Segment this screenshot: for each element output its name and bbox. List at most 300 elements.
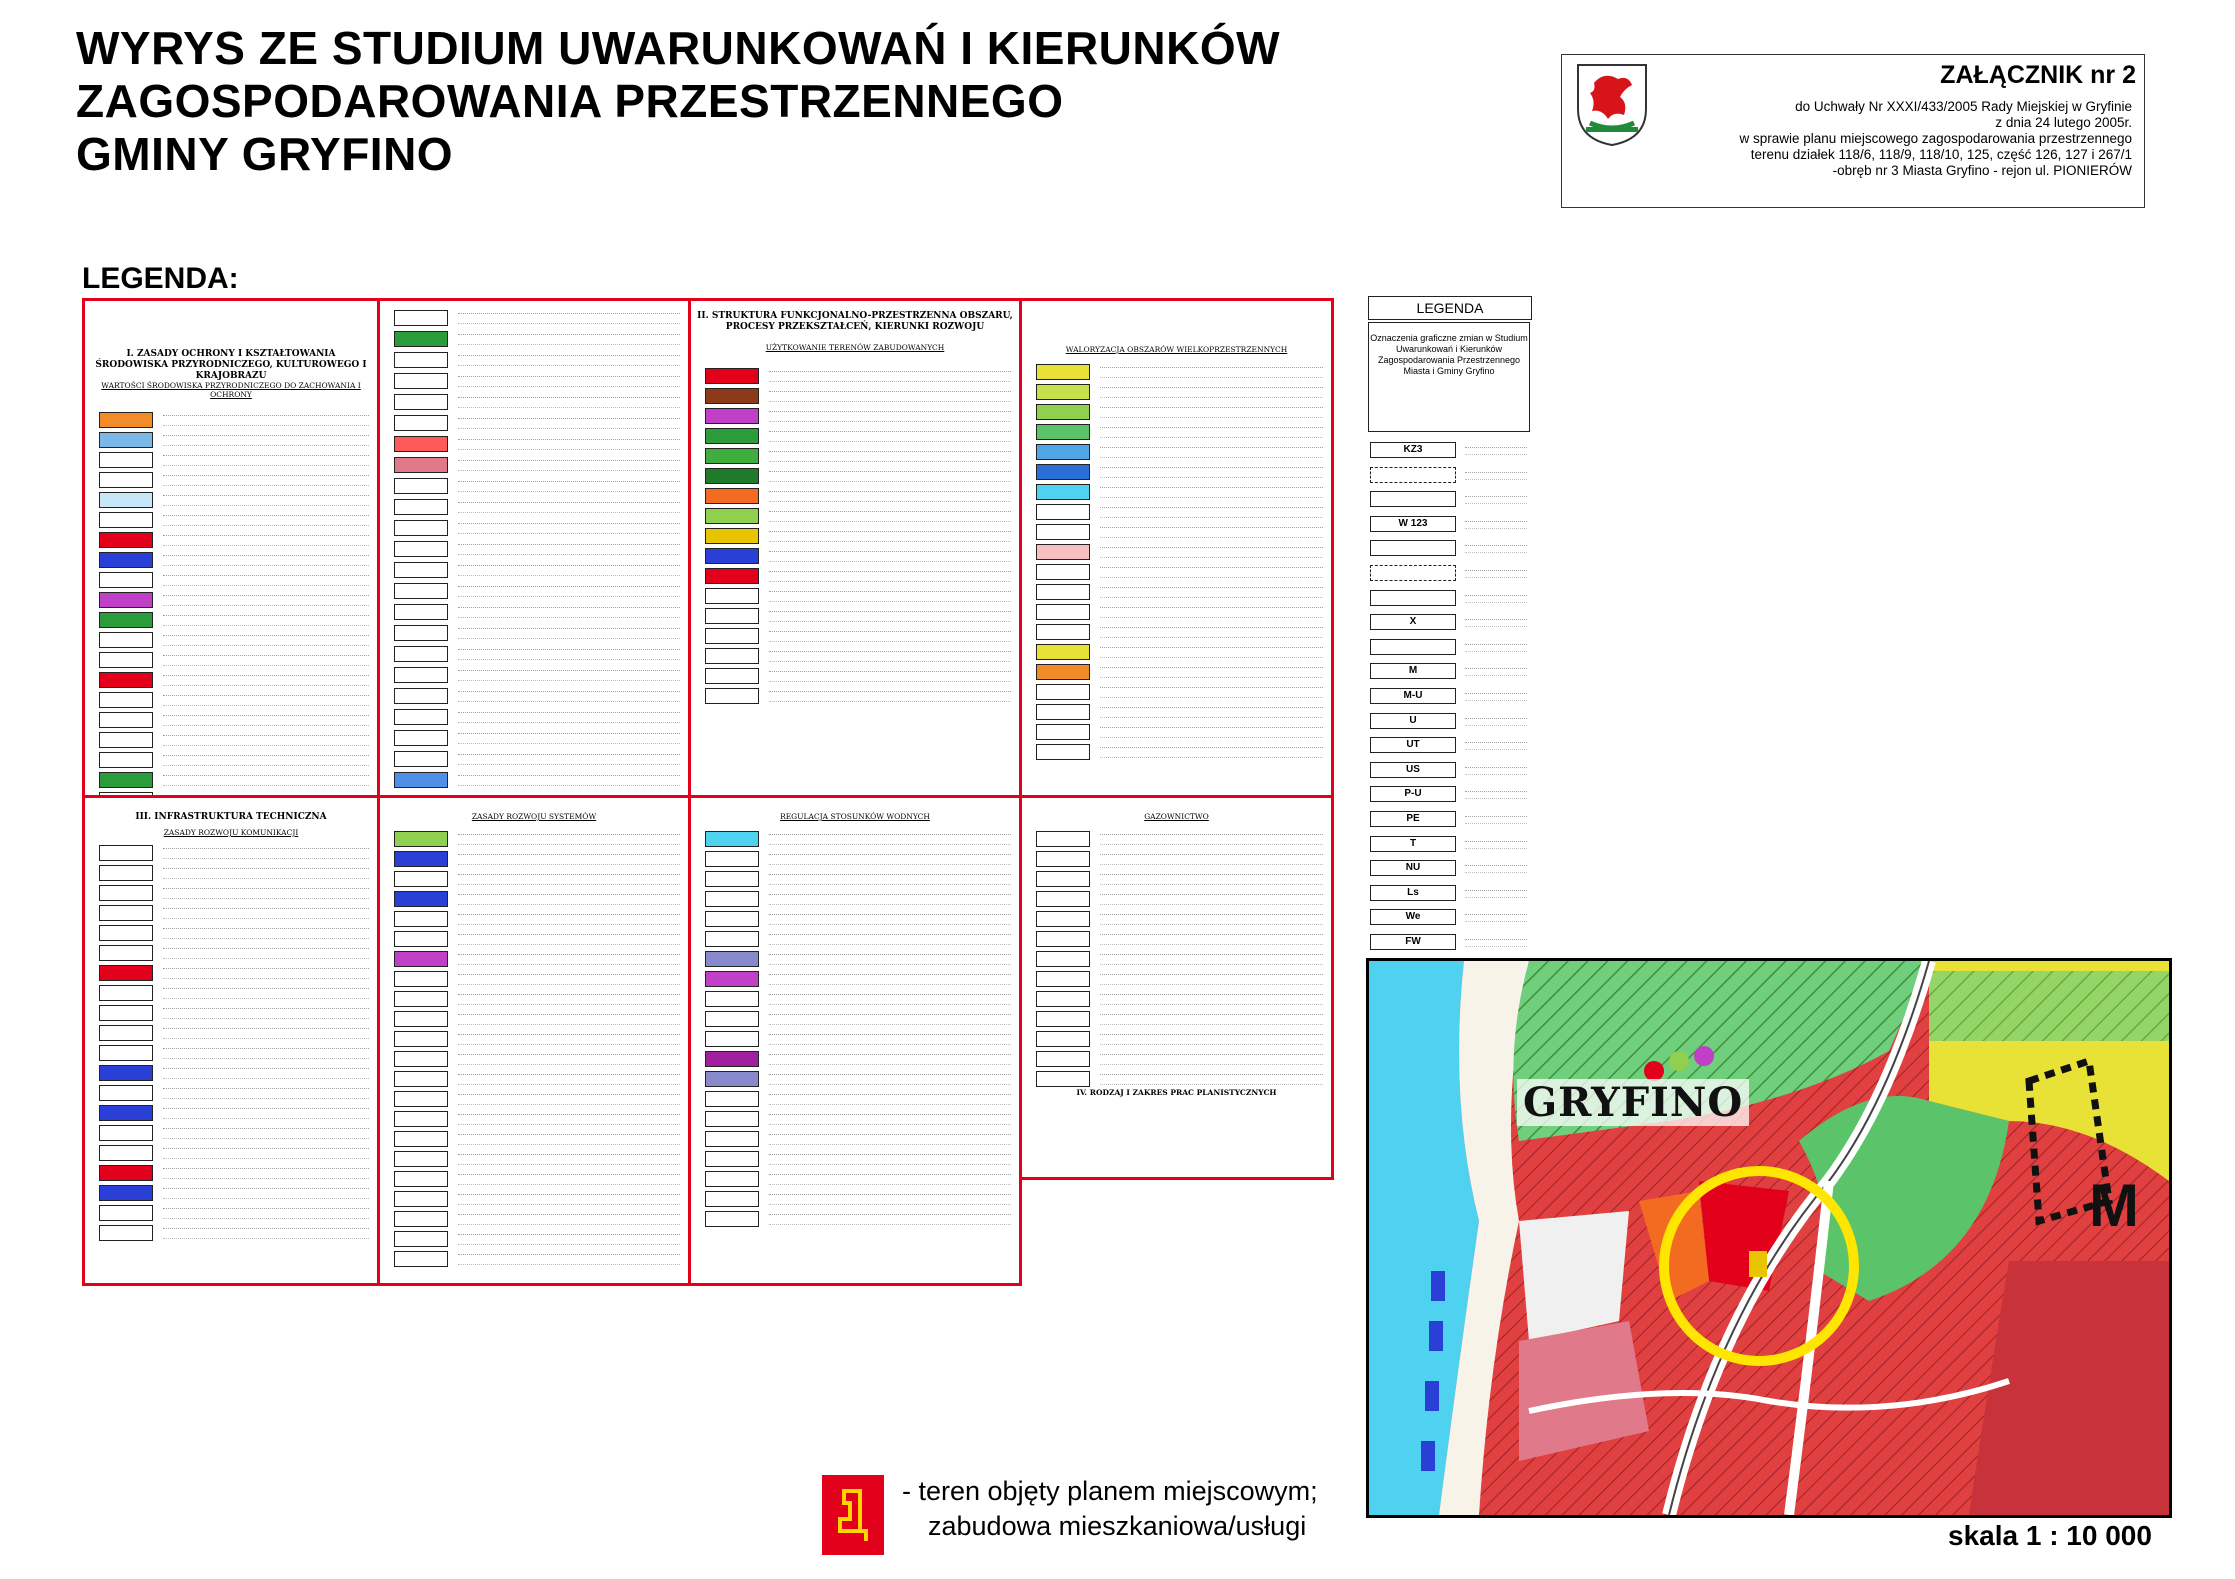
side-legend-entry-text: [1465, 693, 1527, 701]
legend-entry: [394, 666, 680, 684]
legend-entry-text: [163, 968, 369, 979]
legend-entry: [1036, 723, 1323, 741]
legend-entry: [394, 435, 680, 453]
annex-line-5: -obręb nr 3 Miasta Gryfino - rejon ul. PIONIERÓW: [1832, 163, 2132, 178]
legend-entry: [99, 671, 369, 689]
legend-entry: [1036, 1050, 1323, 1068]
legend-entry: [99, 651, 369, 669]
legend-entry: [394, 330, 680, 348]
legend-swatch: [394, 1111, 448, 1127]
legend-entry-text: [458, 691, 680, 702]
legend-swatch: [99, 965, 153, 981]
legend-swatch: [394, 604, 448, 620]
side-legend-entry-text: [1465, 521, 1527, 529]
legend-panel-5: [82, 795, 380, 1286]
legend-swatch: [394, 1191, 448, 1207]
legend-entry-text: [458, 894, 680, 905]
side-legend-entry: [1370, 713, 1530, 731]
legend-entry: [705, 970, 1011, 988]
legend-entry: [394, 372, 680, 390]
side-legend: [1368, 296, 1536, 947]
side-legend-entry-text: [1465, 545, 1527, 553]
legend-panel-1: [82, 298, 380, 798]
legend-swatch: [705, 831, 759, 847]
legend-swatch: [705, 368, 759, 384]
legend-swatch: [394, 931, 448, 947]
legend-swatch: [99, 632, 153, 648]
legend-swatch: [394, 1051, 448, 1067]
legend-swatch: [99, 652, 153, 668]
legend-swatch: [705, 588, 759, 604]
legend-entry: [394, 1230, 680, 1248]
legend-entry-text: [769, 531, 1011, 542]
legend-entry: [705, 1070, 1011, 1088]
legend-entry-text: [769, 994, 1011, 1005]
legend-entry-text: [163, 988, 369, 999]
panel-8-title-2: IV. RODZAJ I ZAKRES PRAC PLANISTYCZNYCH: [1076, 1088, 1277, 1097]
legend-entry-text: [163, 1048, 369, 1059]
legend-swatch: [1036, 704, 1090, 720]
legend-entry: [1036, 870, 1323, 888]
legend-entry: [394, 519, 680, 537]
panel-1-subtitle: WARTOŚCI ŚRODOWISKA PRZYRODNICZEGO DO ZACHOWANIA I OCHRONY: [101, 381, 361, 399]
legend-entry-text: [163, 555, 369, 566]
legend-swatch: [99, 1025, 153, 1041]
legend-swatch: [705, 388, 759, 404]
legend-swatch: [394, 436, 448, 452]
side-legend-symbol: [1370, 639, 1456, 655]
legend-entry: [394, 850, 680, 868]
legend-swatch: [1036, 464, 1090, 480]
legend-entry-text: [458, 502, 680, 513]
legend-entry-text: [163, 1208, 369, 1219]
map-graphic: [1369, 961, 2169, 1515]
legend-entry-text: [769, 371, 1011, 382]
legend-entry-text: [769, 491, 1011, 502]
legend-entry-text: [163, 1068, 369, 1079]
title-line-1: WYRYS ZE STUDIUM UWARUNKOWAŃ I KIERUNKÓW: [76, 22, 1281, 74]
legend-swatch: [1036, 951, 1090, 967]
legend-swatch: [1036, 364, 1090, 380]
legend-entry: [705, 667, 1011, 685]
legend-label: LEGENDA:: [82, 262, 239, 295]
legend-entry: [705, 1190, 1011, 1208]
side-legend-entry: [1370, 639, 1530, 657]
legend-swatch: [1036, 931, 1090, 947]
legend-entry-text: [163, 475, 369, 486]
legend-swatch: [705, 408, 759, 424]
legend-entry-text: [458, 334, 680, 345]
legend-swatch: [394, 1071, 448, 1087]
legend-entry-text: [163, 415, 369, 426]
legend-entry-text: [1100, 367, 1323, 378]
legend-swatch: [99, 845, 153, 861]
legend-entry-text: [458, 974, 680, 985]
legend-entry: [705, 910, 1011, 928]
legend-entry-text: [769, 1194, 1011, 1205]
legend-swatch: [394, 646, 448, 662]
legend-swatch: [705, 548, 759, 564]
legend-swatch: [1036, 404, 1090, 420]
legend-entry: [394, 561, 680, 579]
legend-swatch: [99, 1005, 153, 1021]
side-legend-entry: [1370, 663, 1530, 681]
legend-entry: [705, 527, 1011, 545]
legend-entry-text: [458, 481, 680, 492]
legend-entry-text: [769, 651, 1011, 662]
panel-7-subtitle: REGULACJA STOSUNKÓW WODNYCH: [780, 812, 930, 821]
legend-entry: [1036, 890, 1323, 908]
side-legend-entry-text: [1465, 619, 1527, 627]
legend-entry-text: [769, 431, 1011, 442]
legend-entry: [705, 427, 1011, 445]
title-line-2: ZAGOSPODAROWANIA PRZESTRZENNEGO: [76, 75, 1064, 127]
legend-entry: [705, 607, 1011, 625]
side-legend-entry-text: [1465, 865, 1527, 873]
legend-swatch: [1036, 911, 1090, 927]
legend-swatch: [705, 931, 759, 947]
legend-entry-text: [163, 1188, 369, 1199]
legend-entry: [99, 904, 369, 922]
panel-1-title: I. ZASADY OCHRONY I KSZTAŁTOWANIA ŚRODOWISKA PRZYRODNICZEGO, KULTUROWEGO I KRAJOBRAZU: [95, 349, 367, 381]
legend-swatch: [394, 951, 448, 967]
legend-entry-text: [1100, 387, 1323, 398]
legend-swatch: [1036, 891, 1090, 907]
side-legend-symbol: [1370, 467, 1456, 483]
legend-entry-text: [458, 1014, 680, 1025]
legend-entry: [99, 431, 369, 449]
legend-entry-text: [769, 571, 1011, 582]
legend-swatch: [99, 885, 153, 901]
legend-swatch: [394, 457, 448, 473]
legend-entry: [394, 1070, 680, 1088]
legend-entry: [394, 1130, 680, 1148]
legend-entry-text: [163, 888, 369, 899]
legend-entry: [1036, 483, 1323, 501]
side-legend-symbol: W 123: [1370, 516, 1456, 532]
legend-panel-4: [1019, 298, 1334, 798]
legend-entry: [99, 571, 369, 589]
legend-entry: [1036, 910, 1323, 928]
legend-entry-text: [1100, 894, 1323, 905]
legend-entry: [394, 910, 680, 928]
side-legend-symbol: [1370, 540, 1456, 556]
legend-swatch: [99, 712, 153, 728]
legend-entry: [705, 1110, 1011, 1128]
side-legend-entry-text: [1465, 841, 1527, 849]
legend-entry: [99, 1004, 369, 1022]
legend-swatch: [394, 667, 448, 683]
legend-entry: [1036, 603, 1323, 621]
side-legend-entry-text: [1465, 767, 1527, 775]
legend-entry: [99, 1124, 369, 1142]
legend-entry-text: [163, 1228, 369, 1239]
legend-entry-text: [1100, 874, 1323, 885]
legend-entry: [394, 603, 680, 621]
side-legend-entry-text: [1465, 595, 1527, 603]
side-legend-entry: [1370, 934, 1530, 952]
side-legend-entry-text: [1465, 816, 1527, 824]
legend-entry: [1036, 623, 1323, 641]
legend-swatch: [394, 625, 448, 641]
legend-swatch: [1036, 544, 1090, 560]
legend-swatch: [1036, 971, 1090, 987]
legend-entry: [99, 611, 369, 629]
side-legend-symbol: NU: [1370, 860, 1456, 876]
legend-swatch: [705, 871, 759, 887]
legend-swatch: [99, 512, 153, 528]
legend-entry-text: [163, 1148, 369, 1159]
legend-swatch: [99, 492, 153, 508]
legend-swatch: [394, 562, 448, 578]
legend-swatch: [99, 552, 153, 568]
legend-entry-text: [163, 868, 369, 879]
legend-entry-text: [769, 391, 1011, 402]
legend-entry-text: [163, 675, 369, 686]
side-legend-symbol: M: [1370, 663, 1456, 679]
legend-swatch: [394, 1251, 448, 1267]
key-line-1: - teren objęty planem miejscowym;: [902, 1476, 1318, 1506]
legend-swatch: [99, 752, 153, 768]
legend-entry: [99, 631, 369, 649]
legend-swatch: [705, 851, 759, 867]
side-legend-symbol: [1370, 565, 1456, 581]
legend-entry-text: [458, 712, 680, 723]
legend-entry-text: [458, 628, 680, 639]
legend-entry: [99, 591, 369, 609]
legend-entry-text: [1100, 687, 1323, 698]
legend-entry-text: [163, 455, 369, 466]
side-legend-entry: [1370, 590, 1530, 608]
legend-swatch: [99, 945, 153, 961]
legend-entry: [99, 531, 369, 549]
legend-entry-text: [1100, 567, 1323, 578]
legend-entry: [394, 477, 680, 495]
legend-entry: [705, 1050, 1011, 1068]
legend-swatch: [394, 831, 448, 847]
legend-swatch: [705, 508, 759, 524]
legend-entry-text: [769, 1134, 1011, 1145]
legend-entry: [394, 351, 680, 369]
legend-entry-text: [769, 671, 1011, 682]
legend-swatch: [99, 1225, 153, 1241]
legend-entry-text: [458, 1094, 680, 1105]
legend-entry-text: [458, 775, 680, 786]
legend-entry-text: [163, 1108, 369, 1119]
legend-swatch: [705, 1031, 759, 1047]
legend-swatch: [394, 331, 448, 347]
legend-entry: [394, 870, 680, 888]
legend-swatch: [394, 1131, 448, 1147]
panel-4-subtitle: WALORYZACJA OBSZARÓW WIELKOPRZESTRZENNYCH: [1065, 345, 1288, 354]
legend-entry: [99, 1104, 369, 1122]
legend-entry: [99, 411, 369, 429]
legend-entry-text: [458, 670, 680, 681]
legend-swatch: [705, 648, 759, 664]
legend-entry-text: [458, 1194, 680, 1205]
legend-entry-text: [458, 854, 680, 865]
legend-entry-text: [769, 551, 1011, 562]
legend-swatch: [394, 1011, 448, 1027]
legend-entry-text: [163, 495, 369, 506]
legend-entry-text: [163, 848, 369, 859]
legend-entry: [394, 890, 680, 908]
legend-entry: [1036, 850, 1323, 868]
legend-entry-text: [1100, 407, 1323, 418]
legend-entry: [394, 624, 680, 642]
legend-entry: [705, 567, 1011, 585]
legend-entry: [1036, 503, 1323, 521]
legend-entry-text: [1100, 667, 1323, 678]
legend-swatch: [705, 911, 759, 927]
legend-entry-text: [163, 735, 369, 746]
legend-swatch: [99, 925, 153, 941]
legend-entry-text: [1100, 994, 1323, 1005]
legend-entry-text: [769, 934, 1011, 945]
legend-entry-text: [458, 439, 680, 450]
legend-entry: [1036, 663, 1323, 681]
legend-swatch: [705, 448, 759, 464]
side-legend-symbol: [1370, 491, 1456, 507]
legend-swatch: [99, 1065, 153, 1081]
legend-entry: [705, 990, 1011, 1008]
legend-swatch: [394, 373, 448, 389]
legend-entry: [705, 1130, 1011, 1148]
legend-entry-text: [458, 914, 680, 925]
legend-entry: [99, 884, 369, 902]
legend-swatch: [394, 851, 448, 867]
legend-entry-text: [458, 313, 680, 324]
legend-entry-text: [163, 755, 369, 766]
legend-entry: [99, 511, 369, 529]
legend-entry: [394, 771, 680, 789]
legend-swatch: [99, 985, 153, 1001]
legend-entry-text: [458, 874, 680, 885]
legend-swatch: [705, 428, 759, 444]
legend-swatch: [394, 520, 448, 536]
legend-entry: [705, 1010, 1011, 1028]
side-legend-entry-text: [1465, 570, 1527, 578]
legend-entry: [705, 950, 1011, 968]
legend-entry: [1036, 970, 1323, 988]
legend-swatch: [394, 478, 448, 494]
legend-swatch: [1036, 871, 1090, 887]
annex-line-1: do Uchwały Nr XXXI/433/2005 Rady Miejskiej w Gryfinie: [1795, 99, 2132, 114]
legend-entry: [705, 467, 1011, 485]
legend-entry: [705, 647, 1011, 665]
legend-swatch: [705, 991, 759, 1007]
legend-entry: [705, 407, 1011, 425]
side-legend-symbol: T: [1370, 836, 1456, 852]
legend-swatch: [705, 668, 759, 684]
legend-entry-text: [163, 1128, 369, 1139]
side-legend-entry-text: [1465, 447, 1527, 455]
side-legend-entry: [1370, 762, 1530, 780]
legend-entry: [394, 729, 680, 747]
legend-entry: [705, 1030, 1011, 1048]
legend-entry-text: [163, 595, 369, 606]
legend-swatch: [1036, 384, 1090, 400]
legend-entry: [394, 1050, 680, 1068]
side-legend-entry: [1370, 442, 1530, 460]
panel-5-title: III. INFRASTRUKTURA TECHNICZNA: [135, 812, 327, 822]
legend-swatch: [99, 472, 153, 488]
map-zone-label: M: [2089, 1172, 2139, 1239]
legend-entry: [705, 507, 1011, 525]
legend-swatch: [99, 672, 153, 688]
legend-entry: [99, 944, 369, 962]
side-legend-entry-text: [1465, 496, 1527, 504]
legend-entry-text: [458, 954, 680, 965]
legend-entry-text: [163, 695, 369, 706]
legend-entry: [99, 1144, 369, 1162]
legend-swatch: [705, 488, 759, 504]
legend-swatch: [99, 1145, 153, 1161]
legend-swatch: [1036, 604, 1090, 620]
legend-swatch: [99, 1165, 153, 1181]
legend-entry: [394, 750, 680, 768]
legend-swatch: [99, 612, 153, 628]
legend-entry: [1036, 443, 1323, 461]
legend-entry-text: [1100, 447, 1323, 458]
side-legend-symbol: FW: [1370, 934, 1456, 950]
legend-swatch: [394, 1091, 448, 1107]
side-legend-entry: [1370, 909, 1530, 927]
legend-swatch: [1036, 624, 1090, 640]
panel-3-subtitle: UŻYTKOWANIE TERENÓW ZABUDOWANYCH: [765, 343, 945, 352]
legend-swatch: [394, 730, 448, 746]
side-legend-entry: [1370, 811, 1530, 829]
legend-entry-text: [1100, 1054, 1323, 1065]
side-legend-symbol: M-U: [1370, 688, 1456, 704]
legend-swatch: [1036, 584, 1090, 600]
legend-entry-text: [769, 1074, 1011, 1085]
legend-swatch: [705, 1151, 759, 1167]
annex-box: [1561, 54, 2145, 208]
legend-entry-text: [1100, 627, 1323, 638]
legend-swatch: [99, 732, 153, 748]
legend-entry-text: [163, 655, 369, 666]
legend-entry-text: [163, 928, 369, 939]
legend-entry: [705, 367, 1011, 385]
legend-panel-6: [377, 795, 691, 1286]
legend-entry-text: [458, 523, 680, 534]
legend-entry: [1036, 703, 1323, 721]
legend-entry: [394, 708, 680, 726]
legend-swatch: [99, 1085, 153, 1101]
title-line-3: GMINY GRYFINO: [76, 128, 454, 180]
legend-swatch: [99, 772, 153, 788]
legend-entry: [99, 1044, 369, 1062]
legend-entry-text: [458, 586, 680, 597]
map-scale: skala 1 : 10 000: [1948, 1520, 2152, 1551]
legend-swatch: [394, 709, 448, 725]
legend-entry: [705, 587, 1011, 605]
legend-entry-text: [458, 565, 680, 576]
legend-swatch: [394, 541, 448, 557]
legend-entry: [99, 924, 369, 942]
legend-swatch: [394, 751, 448, 767]
legend-entry-text: [769, 691, 1011, 702]
legend-entry: [1036, 403, 1323, 421]
side-legend-entry: [1370, 467, 1530, 485]
legend-entry: [99, 551, 369, 569]
legend-swatch: [99, 905, 153, 921]
legend-entry: [705, 930, 1011, 948]
legend-entry: [394, 1010, 680, 1028]
legend-swatch: [99, 865, 153, 881]
legend-swatch: [705, 628, 759, 644]
